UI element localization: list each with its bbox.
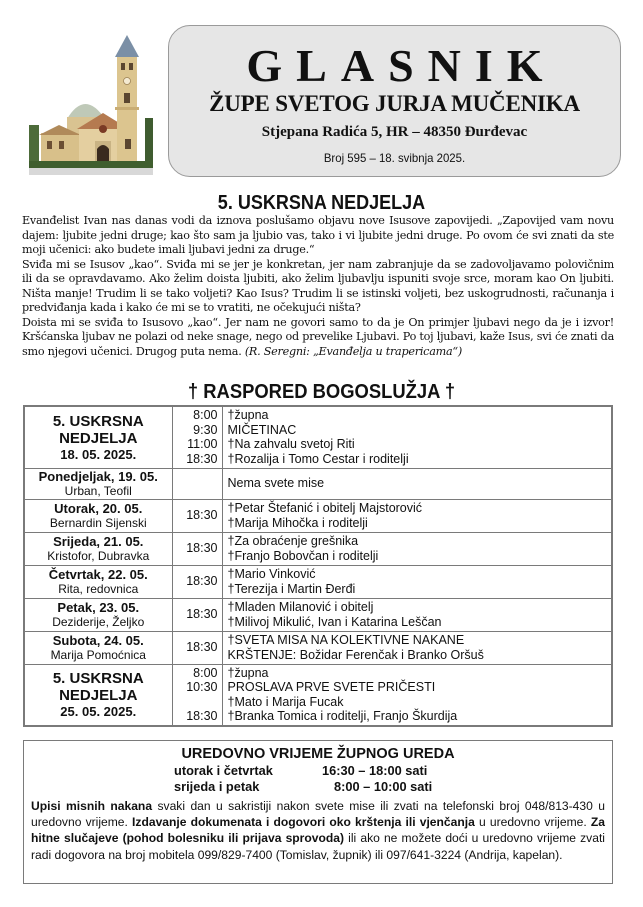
schedule-intention-cell bbox=[222, 631, 612, 664]
mass-time: 9:30 bbox=[193, 422, 218, 437]
schedule-intention-cell bbox=[222, 406, 612, 468]
mass-intention: †župna bbox=[227, 665, 269, 680]
office-info-bold: Upisi misnih nakana bbox=[31, 799, 153, 813]
schedule-intention-cell bbox=[222, 468, 612, 499]
saint-of-day: Kristofor, Dubravka bbox=[47, 548, 150, 563]
mass-time: 8:00 bbox=[193, 665, 218, 680]
office-hours-row bbox=[31, 763, 605, 779]
saint-of-day: Bernardin Sijenski bbox=[49, 515, 147, 530]
sunday-title-line2: NEDJELJA bbox=[59, 687, 138, 705]
mass-intention: †Na zahvalu svetoj Riti bbox=[227, 437, 355, 452]
table-row bbox=[24, 499, 612, 532]
parish-name: ŽUPE SVETOG JURJA MUČENIKA bbox=[209, 91, 580, 116]
mass-time: 11:00 bbox=[187, 437, 218, 452]
saint-of-day: Rita, redovnica bbox=[58, 581, 139, 596]
office-days: srijeda i petak bbox=[174, 779, 260, 794]
schedule-time-cell: 18:30 bbox=[172, 631, 222, 664]
schedule-time-cell bbox=[172, 468, 222, 499]
article-paragraph bbox=[22, 316, 614, 360]
article-body bbox=[22, 214, 614, 359]
table-row bbox=[24, 631, 612, 664]
office-time: 16:30 – 18:00 sati bbox=[322, 763, 428, 778]
office-hours-box bbox=[23, 740, 613, 884]
table-row bbox=[24, 406, 612, 468]
church-photo bbox=[29, 33, 153, 175]
mass-intention: †Franjo Bobovčan i roditelji bbox=[227, 548, 379, 563]
sunday-title-line1: 5. USKRSNA bbox=[52, 412, 144, 430]
issue-number-date: Broj 595 – 18. svibnja 2025. bbox=[323, 151, 466, 165]
mass-intention: †Petar Štefanić i obitelj Majstorović bbox=[227, 501, 423, 515]
article-title: 5. USKRSNA NEDJELJA bbox=[217, 192, 426, 214]
mass-intention: †Marija Mihočka i roditelji bbox=[227, 515, 368, 530]
newsletter-title: GLASNIK bbox=[246, 40, 557, 91]
office-hours-title: UREDOVNO VRIJEME ŽUPNOG UREDA bbox=[181, 746, 455, 762]
sunday-date: 25. 05. 2025. bbox=[60, 704, 137, 720]
article-paragraph: Sviđa mi se Isusov „kao“. Sviđa mi se jer je konkretan, jer nam zabranjuje da se zadovoljavamo polovičnim ili da se opravdavamo. Ako želim doista ljubiti, ako želim ljubavlju ispuniti svoje srce, moram kao On ljubiti. Ništa manje! Trudim li se tako voljeti? Kao Isus? Trudim li se istinski voljeti, bez uskogrudnosti, računanja i predviđanja kada i kako će mi se to vratiti, ne očekujući ništa? bbox=[22, 257, 614, 314]
schedule-intention-cell bbox=[222, 664, 612, 726]
schedule-intention-cell bbox=[222, 598, 612, 631]
saint-of-day: Urban, Teofil bbox=[64, 483, 132, 498]
office-info-bold: Izdavanje dokumenata i dogovori oko krštenja ili vjenčanja bbox=[132, 815, 475, 830]
table-row bbox=[24, 565, 612, 598]
sunday-title-line1: 5. USKRSNA bbox=[52, 670, 144, 688]
table-row bbox=[24, 532, 612, 565]
office-hours-row bbox=[31, 779, 605, 795]
schedule-time-cell bbox=[172, 664, 222, 726]
schedule-time-cell bbox=[172, 406, 222, 468]
schedule-time-cell: 18:30 bbox=[172, 565, 222, 598]
mass-intention: †Milivoj Mikulić, Ivan i Katarina Leščan bbox=[227, 614, 442, 629]
office-info-regular: ili ako ne možete doći u uredovno vrijeme zvati radi dogovora na broj mobitela 099/829-7400 (Tomislav, župnik) ili 097/641-3224 (Andrija, kapelan). bbox=[31, 831, 605, 862]
mass-intention: †Branka Tomica i roditelji, Franjo Škurdija bbox=[227, 709, 458, 724]
schedule-day-cell bbox=[24, 468, 172, 499]
mass-intention: †Za obraćenje grešnika bbox=[227, 534, 359, 548]
mass-intention: †Terezija i Martin Đerđi bbox=[227, 581, 356, 596]
parish-address: Stjepana Radića 5, HR – 48350 Đurđevac bbox=[261, 124, 528, 140]
schedule-day-cell bbox=[24, 406, 172, 468]
mass-time: 10:30 bbox=[186, 680, 218, 695]
schedule-title: † RASPORED BOGOSLUŽJA † bbox=[187, 381, 456, 403]
article-paragraph: Evanđelist Ivan nas danas vodi da iznova poslušamo objavu nove Isusove zapovijedi. „Zapovijed vam novu dajem: ljubite jedni druge; kao što sam ja ljubio vas, tako i vi ljubite jedni druge. Po ovom će svi znati da ste moji učenici: ako budete imali ljubavi jedni za druge.“ bbox=[22, 214, 614, 256]
schedule-day-cell bbox=[24, 499, 172, 532]
schedule-time-cell: 18:30 bbox=[172, 532, 222, 565]
mass-schedule-table bbox=[23, 405, 613, 727]
mass-time: 18:30 bbox=[186, 709, 218, 724]
sunday-date: 18. 05. 2025. bbox=[60, 446, 137, 462]
table-row bbox=[24, 664, 612, 726]
mass-intention: †Mato i Marija Fucak bbox=[227, 694, 344, 709]
table-row bbox=[24, 598, 612, 631]
weekday-date: Subota, 24. 05. bbox=[52, 632, 144, 648]
office-info-bold: Za hitne slučajeve (pohod bolesniku ili prijava sprovoda) bbox=[31, 815, 606, 846]
schedule-intention-cell bbox=[222, 499, 612, 532]
mass-intention: †župna bbox=[227, 408, 269, 423]
mass-time: 8:00 bbox=[193, 408, 218, 423]
office-info-regular: svaki dan u sakristiji nakon svete mise ili zvati na telefonski broj 048/813-430 u uredovno vrijeme. bbox=[31, 799, 605, 830]
schedule-intention-cell bbox=[222, 565, 612, 598]
schedule-time-cell: 18:30 bbox=[172, 499, 222, 532]
schedule-day-cell bbox=[24, 598, 172, 631]
masthead-box bbox=[168, 25, 621, 177]
schedule-day-cell bbox=[24, 565, 172, 598]
schedule-day-cell bbox=[24, 631, 172, 664]
sunday-title-line2: NEDJELJA bbox=[59, 429, 138, 447]
weekday-date: Četvrtak, 22. 05. bbox=[48, 566, 148, 582]
mass-intention: KRŠTENJE: Božidar Ferenčak i Branko Oršuš bbox=[227, 647, 484, 662]
schedule-intention-cell bbox=[222, 532, 612, 565]
article-citation: (R. Seregni: „Evanđelja u trapericama“) bbox=[244, 344, 462, 358]
mass-intention: Nema svete mise bbox=[227, 476, 325, 491]
table-row bbox=[24, 468, 612, 499]
mass-time: 18:30 bbox=[186, 451, 218, 466]
office-info-regular: u uredovno vrijeme. bbox=[474, 815, 591, 830]
mass-intention: †Rozalija i Tomo Cestar i roditelji bbox=[227, 451, 409, 466]
saint-of-day: Deziderije, Željko bbox=[52, 614, 145, 629]
weekday-date: Petak, 23. 05. bbox=[57, 599, 140, 615]
schedule-day-cell bbox=[24, 532, 172, 565]
weekday-date: Ponedjeljak, 19. 05. bbox=[38, 468, 158, 484]
article-paragraph-text: Doista mi se sviđa to Isusovo „kao“. Jer nam ne govori samo to da je On primjer ljubavi nego da je i izvor! Kršćanska ljubav ne polazi od neke snage, nego od prevelike Ljubavi. Po toj ljubavi, kaže Isus, svi će znati da smo njegovi učenici. Drugog puta nema. bbox=[22, 315, 614, 358]
mass-intention: †SVETA MISA NA KOLEKTIVNE NAKANE bbox=[227, 633, 465, 647]
office-info-text bbox=[31, 798, 605, 863]
weekday-date: Utorak, 20. 05. bbox=[54, 500, 143, 516]
schedule-day-cell bbox=[24, 664, 172, 726]
mass-intention: †Mladen Milanović i obitelj bbox=[227, 600, 374, 614]
weekday-date: Srijeda, 21. 05. bbox=[53, 533, 144, 549]
mass-time bbox=[173, 695, 218, 710]
mass-intention: PROSLAVA PRVE SVETE PRIČESTI bbox=[227, 680, 436, 695]
office-time: 8:00 – 10:00 sati bbox=[334, 779, 433, 794]
schedule-time-cell: 18:30 bbox=[172, 598, 222, 631]
mass-intention: MIČETINAC bbox=[227, 422, 297, 437]
office-days: utorak i četvrtak bbox=[174, 763, 273, 778]
mass-intention: †Mario Vinković bbox=[227, 567, 316, 581]
saint-of-day: Marija Pomoćnica bbox=[50, 647, 146, 662]
